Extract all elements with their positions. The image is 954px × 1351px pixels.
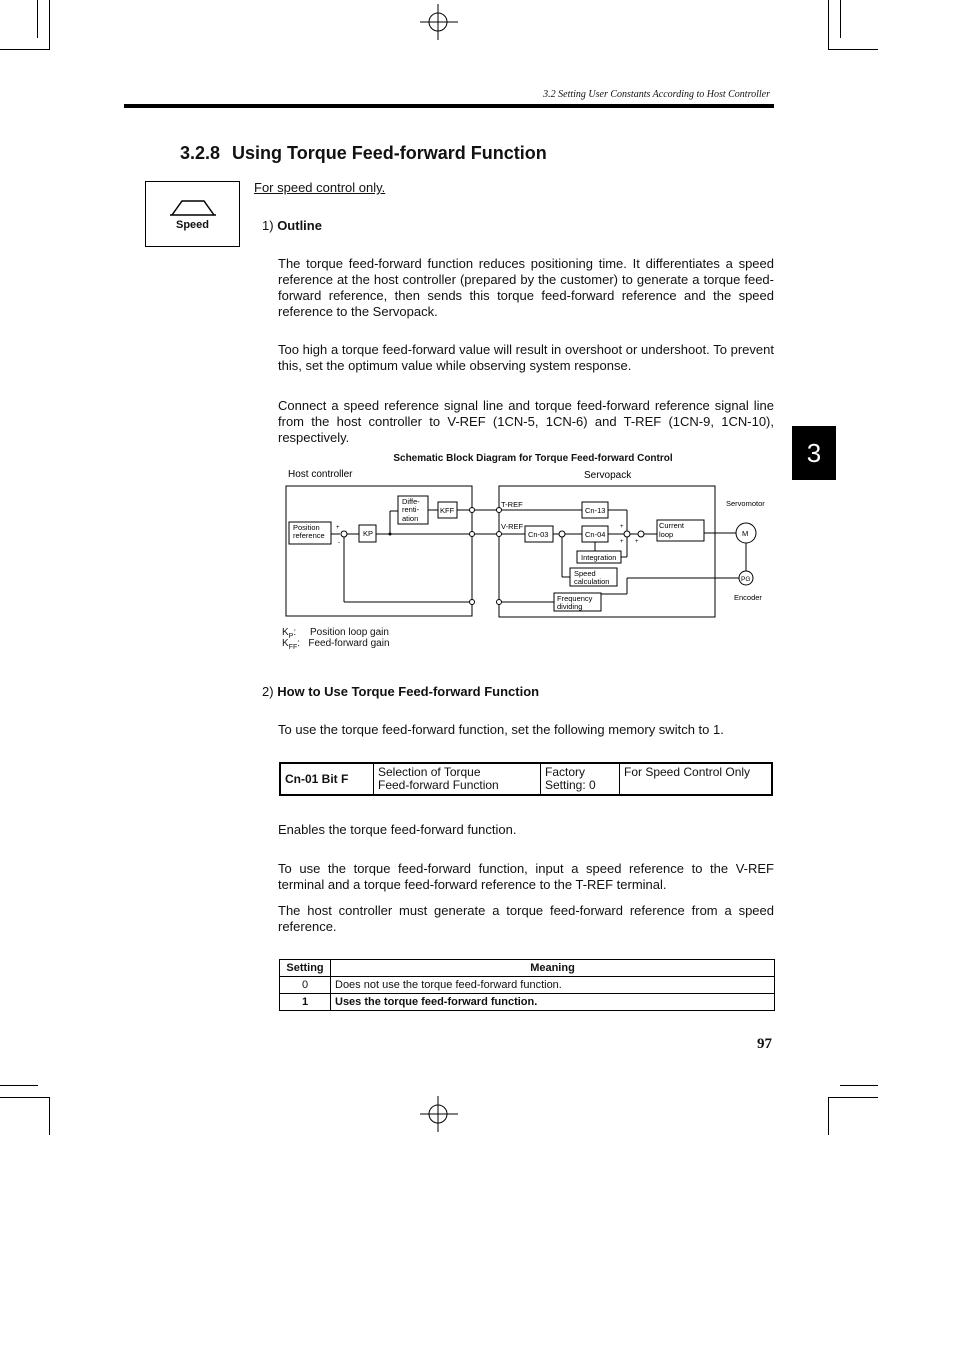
scope-text: For Speed Control Only: [624, 765, 751, 779]
scope-cell: [620, 763, 773, 795]
host-controller-label: Host controller: [288, 469, 353, 480]
table-header-row: [280, 960, 775, 977]
table-cell: Uses the torque feed-forward function.: [331, 994, 775, 1011]
summing-junction: [559, 531, 565, 537]
vref-text: V-REF: [501, 522, 524, 531]
legend-kp: $K_P$: Position loop gain: [282, 627, 389, 640]
crop-mark: [840, 0, 841, 38]
crop-mark: [828, 1097, 829, 1135]
svg-text:+: +: [336, 525, 340, 531]
summing-junction: [624, 531, 630, 537]
table-header: Setting: [280, 960, 331, 977]
summing-junction: [638, 531, 644, 537]
outline-paragraph-1: The torque feed-forward function reduces positioning time. It differentiates a speed reference at the host controller (prepared by the customer) to generate a torque feed-forward reference, then sends this torque feed-forward reference and the speed reference to the Servopack.: [278, 256, 774, 319]
integration-text: Integration: [581, 553, 617, 562]
legend-kff-subscript: FF: [288, 644, 298, 651]
howto-heading: [262, 684, 539, 699]
crop-mark: [37, 0, 38, 38]
speed-calculation-text: Speed: [574, 569, 596, 578]
section-title: [180, 143, 547, 164]
running-header: 3.2 Setting User Constants According to Host Controller: [543, 89, 770, 100]
position-reference-text: Position: [293, 523, 320, 532]
registration-mark: [420, 4, 460, 40]
table-cell: 0: [280, 977, 331, 994]
position-reference-text: reference: [293, 531, 325, 540]
servomotor-label: Servomotor: [726, 499, 765, 508]
outline-heading-text: Outline: [277, 218, 322, 233]
kp-text: KP: [363, 529, 374, 538]
legend-kff-symbol: K: [282, 638, 289, 649]
differentiation-text: Diffe-: [402, 497, 420, 506]
diagram-title: Schematic Block Diagram for Torque Feed-forward Control: [393, 453, 673, 464]
function-cell: [374, 763, 541, 795]
function-line: Selection of Torque: [378, 765, 481, 779]
section-number: 3.2.8: [180, 143, 221, 163]
table-row: [280, 977, 775, 994]
terminal: [497, 532, 502, 537]
speed-label: Speed: [175, 219, 209, 231]
howto-paragraph-3: To use the torque feed-forward function, input a speed reference to the V-REF terminal and a torque feed-forward reference to the T-REF terminal.: [278, 861, 774, 892]
speed-calculation-text: calculation: [574, 577, 610, 586]
svg-text:+: +: [620, 539, 624, 545]
howto-heading-text: How to Use Torque Feed-forward Function: [277, 684, 540, 699]
table-cell: 1: [280, 994, 331, 1011]
terminal: [497, 600, 502, 605]
table-header: Meaning: [331, 960, 775, 977]
header-rule: [124, 104, 774, 108]
current-loop-text: loop: [659, 530, 674, 539]
crop-mark: [0, 1097, 50, 1098]
registration-mark: [420, 1096, 460, 1132]
param-name: Cn-01 Bit F: [285, 771, 349, 786]
function-line: Feed-forward Function: [378, 778, 499, 792]
speed-profile-icon: [170, 199, 216, 217]
kff-text: KFF: [440, 506, 455, 515]
crop-mark: [828, 0, 829, 50]
speed-control-note: For speed control only.: [254, 180, 386, 195]
terminal: [470, 600, 475, 605]
tref-text: T-REF: [501, 500, 523, 509]
motor-text: M: [742, 529, 749, 538]
svg-text:-: -: [338, 540, 340, 546]
servopack-label: Servopack: [584, 470, 632, 481]
howto-index: 2): [262, 684, 274, 699]
legend-kp-symbol: K: [282, 627, 289, 638]
factory-cell: [541, 763, 620, 795]
speed-mode-box: [145, 181, 240, 247]
current-loop-text: Current: [659, 521, 685, 530]
factory-line: Factory: [545, 765, 586, 779]
param-cell: [280, 763, 374, 795]
encoder-label: Encoder: [734, 593, 762, 602]
memory-switch-table: [279, 762, 773, 796]
legend-kff-description: Feed-forward gain: [308, 638, 390, 649]
page-number: 97: [757, 1036, 772, 1052]
crop-mark: [828, 1097, 878, 1098]
table-cell: Does not use the torque feed-forward function.: [331, 977, 775, 994]
crop-mark: [840, 1085, 878, 1086]
crop-mark: [49, 0, 50, 50]
legend-kff: $K_{FF}$: Feed-forward gain: [282, 638, 390, 651]
frequency-dividing-text: dividing: [557, 602, 583, 611]
outline-index: 1): [262, 218, 274, 233]
legend-kp-subscript: P: [288, 633, 294, 640]
legend-kp-description: Position loop gain: [310, 627, 389, 638]
crop-mark: [0, 1085, 38, 1086]
summing-junction: [341, 531, 347, 537]
block-diagram: [280, 466, 780, 626]
cn04-text: Cn-04: [585, 530, 606, 539]
frequency-dividing-text: Frequency: [557, 594, 593, 603]
svg-text:+: +: [635, 539, 639, 545]
chapter-tab: 3: [792, 426, 836, 480]
differentiation-text: renti-: [402, 505, 420, 514]
section-title-text: Using Torque Feed-forward Function: [232, 143, 547, 163]
howto-paragraph-4: The host controller must generate a torque feed-forward reference from a speed reference.: [278, 903, 774, 934]
crop-mark: [828, 49, 878, 50]
howto-paragraph-2: Enables the torque feed-forward function.: [278, 822, 517, 837]
outline-paragraph-2: Too high a torque feed-forward value will result in overshoot or undershoot. To prevent this, set the optimum value while observing system response.: [278, 342, 774, 373]
cn03-text: Cn-03: [528, 530, 549, 539]
crop-mark: [0, 49, 50, 50]
setting-table: [279, 959, 775, 1011]
outline-heading: [262, 218, 322, 233]
differentiation-text: ation: [402, 514, 419, 523]
svg-text:+: +: [620, 524, 624, 530]
cn13-text: Cn-13: [585, 506, 606, 515]
crop-mark: [49, 1097, 50, 1135]
factory-line: Setting: 0: [545, 778, 596, 792]
howto-paragraph-1: To use the torque feed-forward function, set the following memory switch to 1.: [278, 722, 724, 737]
outline-paragraph-3: Connect a speed reference signal line and torque feed-forward reference signal line from the host controller to V-REF (1CN-5, 1CN-6) and T-REF (1CN-9, 1CN-10), respectively.: [278, 398, 774, 445]
terminal: [470, 532, 475, 537]
table-row: [280, 763, 772, 795]
terminal: [470, 508, 475, 513]
pg-text: PG: [741, 576, 751, 583]
table-row: [280, 994, 775, 1011]
